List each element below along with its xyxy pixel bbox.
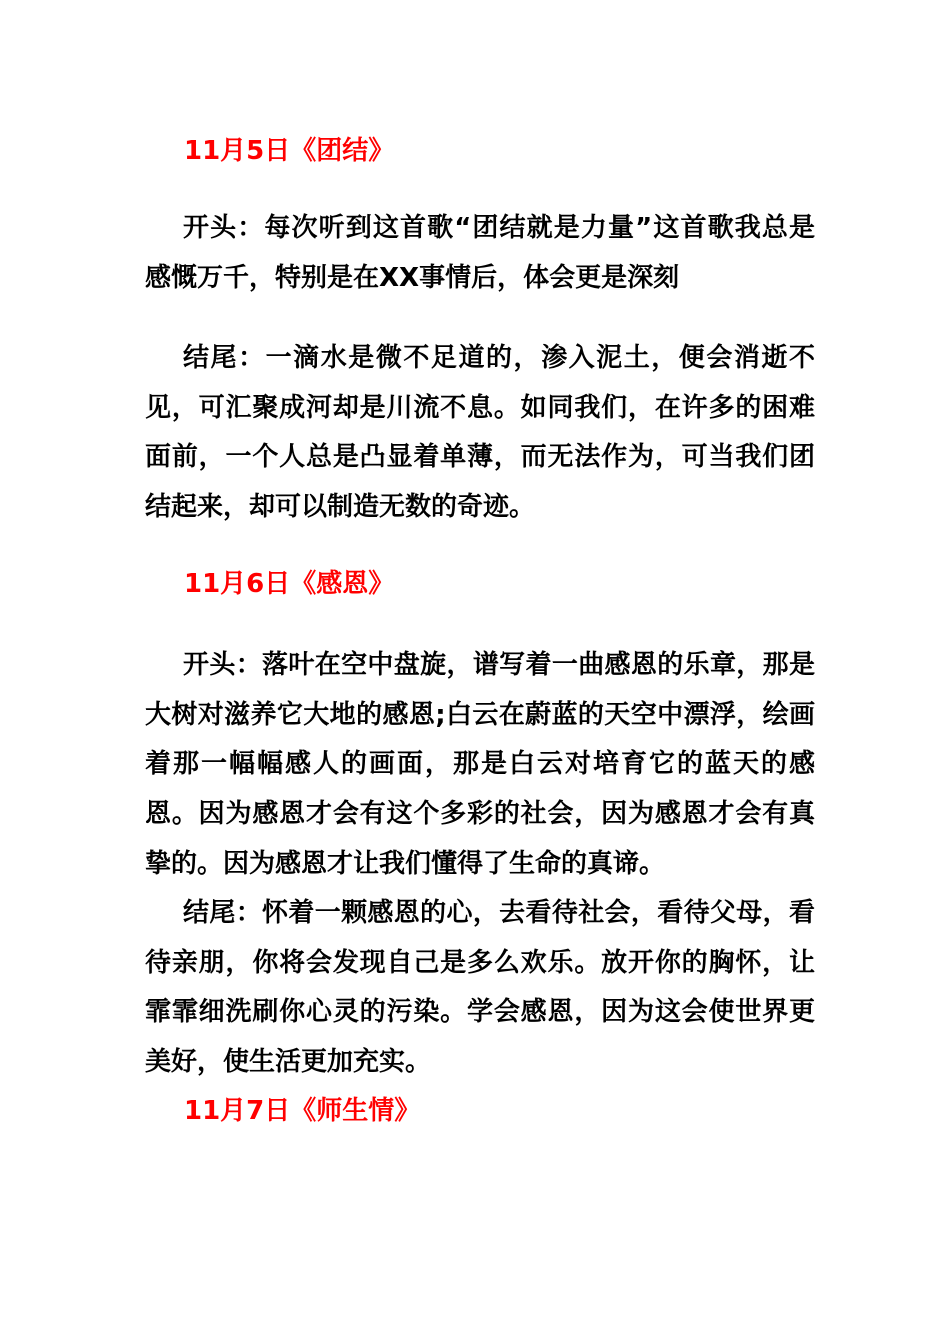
section-heading-unity: 11月5日《团结》: [184, 136, 395, 166]
section-ending-unity: 结尾：一滴水是微不足道的，渗入泥土，便会消逝不见，可汇聚成河却是川流不息。如同我们，在许多的困难面前，一个人总是凸显着单薄，而无法作为，可当我们团结起来，却可以制造无数的奇迹。: [145, 343, 815, 523]
section-ending-gratitude: 结尾：怀着一颗感恩的心，去看待社会，看待父母，看待亲朋，你将会发现自己是多么欢乐。放开你的胸怀，让霏霏细洗刷你心灵的污染。学会感恩，因为这会使世界更美好，使生活更加充实。: [145, 898, 815, 1078]
section-heading-teacher-student: 11月7日《师生情》: [184, 1096, 421, 1126]
section-opening-gratitude: 开头：落叶在空中盘旋，谱写着一曲感恩的乐章，那是大树对滋养它大地的感恩;白云在蔚蓝的天空中漂浮，绘画着那一幅幅感人的画面，那是白云对培育它的蓝天的感恩。因为感恩才会有这个多彩的社会，因为感恩才会有真挚的。因为感恩才让我们懂得了生命的真谛。: [145, 650, 815, 879]
section-heading-gratitude: 11月6日《感恩》: [184, 569, 395, 599]
section-opening-unity: 开头：每次听到这首歌“团结就是力量”这首歌我总是感慨万千，特别是在XX事情后，体会更是深刻: [145, 213, 815, 293]
